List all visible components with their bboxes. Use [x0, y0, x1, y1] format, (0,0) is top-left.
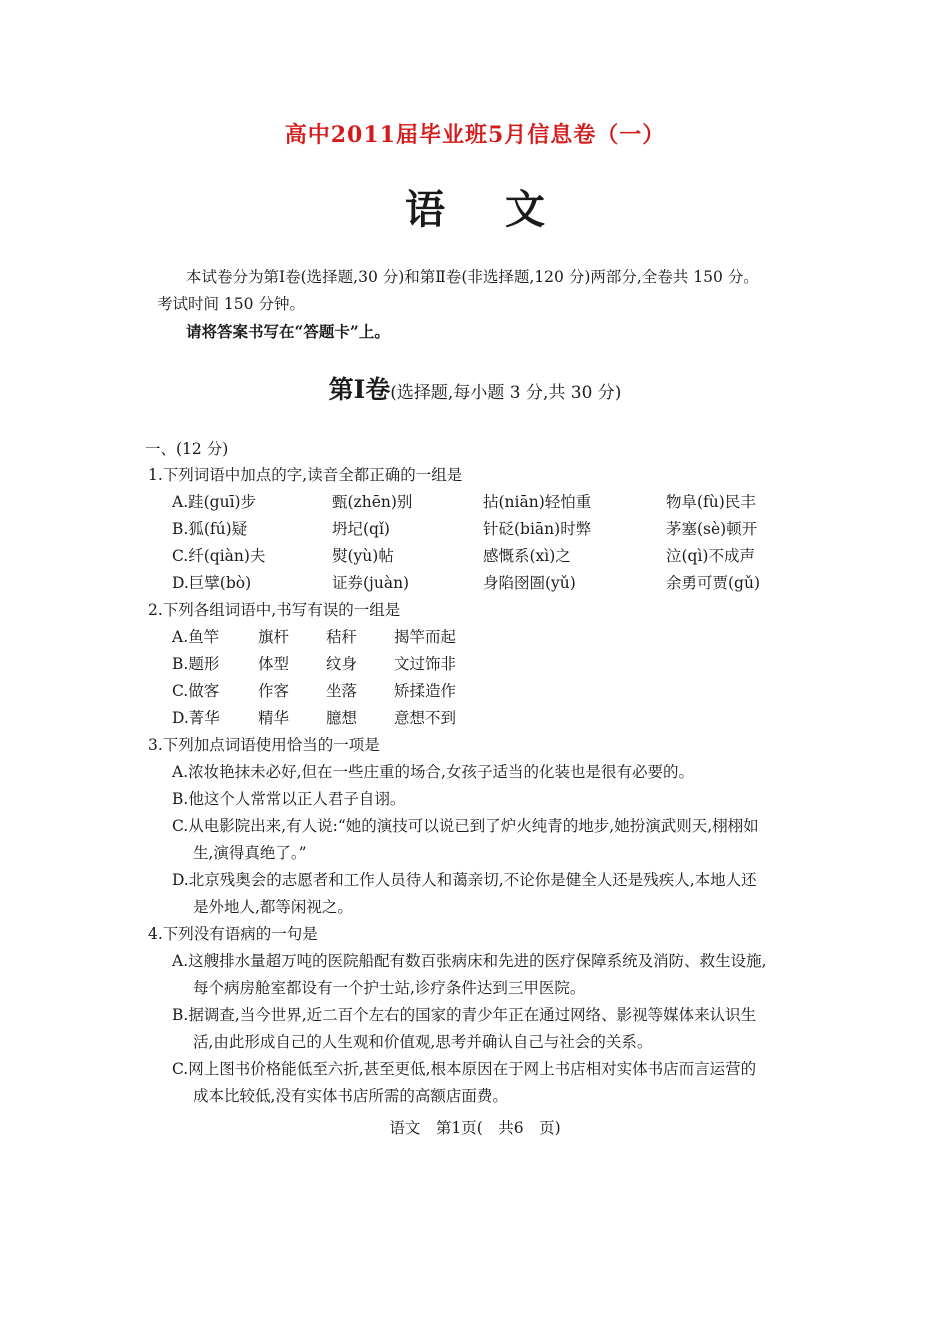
q4-option-b-line-2: 活,由此形成自己的人生观和价值观,思考并确认自己与社会的关系。 [193, 1033, 653, 1051]
intro-line-2: 考试时间 150 分钟。 [157, 295, 305, 313]
q2-option-b-1: B.题形 [172, 655, 220, 673]
q1-option-b-4: 茅塞(sè)顿开 [666, 520, 758, 538]
q2-option-d-4: 意想不到 [394, 709, 457, 727]
q2-option-c-4: 矫揉造作 [394, 682, 457, 700]
q1-option-c-1: C.纤(qiàn)夫 [172, 547, 266, 565]
q2-option-d-3: 臆想 [326, 709, 358, 727]
q2-option-b-4: 文过饰非 [394, 655, 457, 673]
q1-option-d-2: 证券(juàn) [332, 574, 410, 592]
q2-option-a-4: 揭竿而起 [394, 628, 457, 646]
q1-option-a-1: A.跬(guī)步 [172, 493, 257, 511]
q1-option-b-2: 坍圮(qǐ) [332, 520, 390, 538]
exam-title: 高中2011届毕业班5月信息卷（一） [284, 122, 666, 148]
q2-option-c-1: C.做客 [172, 682, 220, 700]
part-one-heading [0, 370, 950, 406]
q2-option-c-2: 作客 [258, 682, 290, 700]
q1-option-a-2: 甄(zhēn)别 [332, 493, 413, 511]
q2-option-b-2: 体型 [258, 655, 290, 673]
q1-option-c-4: 泣(qì)不成声 [666, 547, 755, 565]
q1-option-b-1: B.狐(fú)疑 [172, 520, 248, 538]
q1-option-a-3: 拈(niān)轻怕重 [483, 493, 592, 511]
intro-line-1: 本试卷分为第Ⅰ卷(选择题,30 分)和第Ⅱ卷(非选择题,120 分)两部分,全卷共 150 分。 [186, 268, 759, 286]
q2-stem: 2.下列各组词语中,书写有误的一组是 [148, 601, 401, 619]
q2-option-a-1: A.鱼竿 [172, 628, 220, 646]
q1-option-c-2: 熨(yù)帖 [332, 547, 394, 565]
q1-option-d-3: 身陷囹圄(yǔ) [483, 574, 576, 592]
q3-stem: 3.下列加点词语使用恰当的一项是 [148, 736, 380, 754]
q4-stem: 4.下列没有语病的一句是 [148, 925, 318, 943]
q4-option-b-line-1: B.据调查,当今世界,近二百个左右的国家的青少年正在通过网络、影视等媒体来认识生 [172, 1006, 757, 1024]
q4-option-c-line-1: C.网上图书价格能低至六折,甚至更低,根本原因在于网上书店相对实体书店而言运营的 [172, 1060, 757, 1078]
q1-option-b-3: 针砭(biān)时弊 [483, 520, 592, 538]
subject-title: 语文 [405, 186, 605, 233]
q1-option-d-1: D.巨擘(bò) [172, 574, 252, 592]
q3-option-d-line-2: 是外地人,都等闲视之。 [193, 898, 353, 916]
section-one-heading: 一、(12 分) [145, 440, 229, 458]
q4-option-a-line-1: A.这艘排水量超万吨的医院船配有数百张病床和先进的医疗保障系统及消防、救生设施, [172, 952, 767, 970]
q2-option-c-3: 坐落 [326, 682, 358, 700]
part-one-label: 第Ⅰ卷 [328, 375, 391, 404]
q2-option-d-2: 精华 [258, 709, 290, 727]
q3-option-d-line-1: D.北京残奥会的志愿者和工作人员待人和蔼亲切,不论你是健全人还是残疾人,本地人还 [172, 871, 757, 889]
q2-option-b-3: 纹身 [326, 655, 358, 673]
answer-notice: 请将答案书写在“答题卡”上。 [186, 322, 390, 341]
q3-option-a: A.浓妆艳抹未必好,但在一些庄重的场合,女孩子适当的化装也是很有必要的。 [172, 763, 694, 781]
q1-option-d-4: 余勇可贾(gǔ) [666, 574, 760, 592]
q2-option-a-2: 旗杆 [258, 628, 290, 646]
q3-option-c-line-1: C.从电影院出来,有人说:“她的演技可以说已到了炉火纯青的地步,她扮演武则天,栩栩如 [172, 817, 759, 835]
q3-option-c-line-2: 生,演得真绝了。” [193, 844, 307, 862]
q1-option-c-3: 感慨系(xì)之 [483, 547, 571, 565]
q3-option-b: B.他这个人常常以正人君子自诩。 [172, 790, 406, 808]
q1-option-a-4: 物阜(fù)民丰 [666, 493, 756, 511]
q2-option-d-1: D.菁华 [172, 709, 220, 727]
q1-stem: 1.下列词语中加点的字,读音全都正确的一组是 [148, 466, 463, 484]
page-footer: 语文 第1页( 共6 页) [389, 1119, 561, 1137]
part-one-note: (选择题,每小题 3 分,共 30 分) [390, 383, 622, 403]
q2-option-a-3: 秸秆 [326, 628, 358, 646]
q4-option-a-line-2: 每个病房舱室都设有一个护士站,诊疗条件达到三甲医院。 [193, 979, 586, 997]
q4-option-c-line-2: 成本比较低,没有实体书店所需的高额店面费。 [193, 1087, 508, 1105]
